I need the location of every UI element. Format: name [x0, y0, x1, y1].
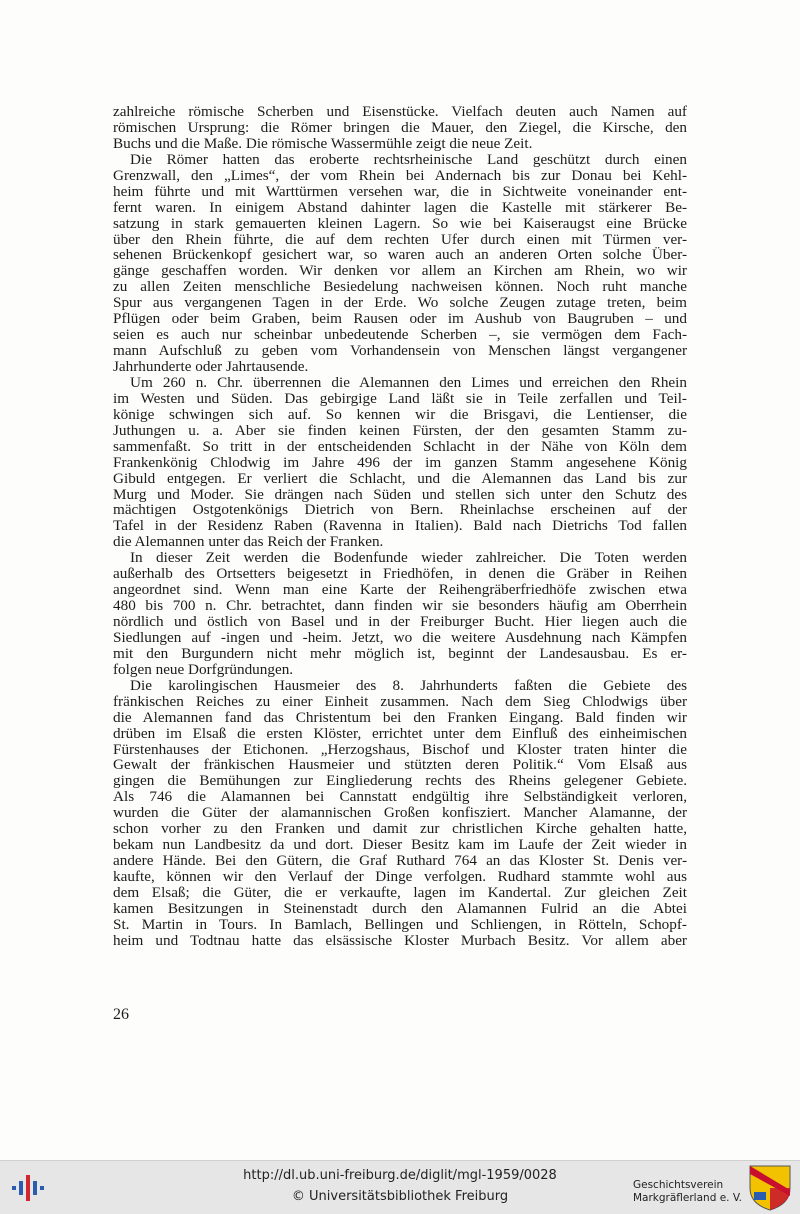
text-line: drüben im Elsaß die ersten Klöster, errichtet unter dem Einfluß des einheimischen — [113, 724, 687, 742]
text-line: die Alemannen unter das Reich der Franken. — [113, 533, 384, 551]
text-line: heim und Todtnau hatte das elsässische Kloster Murbach Besitz. Vor allem aber — [113, 931, 687, 949]
text-line: mächtigen Ostgotenkönigs Dietrich von Bern. Rheinlachse erscheinen auf der — [113, 501, 687, 519]
text-line: schon vorher zu den Franken und damit zur christlichen Kirche gehalten hatte, — [113, 820, 687, 838]
text-line: satzung in stark gemauerten kleinen Lagern. So wie bei Kaiseraugst eine Brücke — [113, 214, 687, 232]
text-line: Jahrhunderte oder Jahrtausende. — [113, 358, 309, 375]
text-line: Buchs und die Maße. Die römische Wassermühle zeigt die neue Zeit. — [113, 134, 533, 152]
text-line: 480 bis 700 n. Chr. betrachtet, dann finden wir sie besonders häufig am Oberrhein — [113, 597, 687, 615]
text-line: St. Martin in Tours. In Bamlach, Bellingen und Schliengen, in Rötteln, Schopf- — [113, 915, 687, 933]
page-number: 26 — [113, 1006, 129, 1023]
text-line: Als 746 die Alamannen bei Cannstatt endgültig ihre Selbständigkeit verloren, — [113, 788, 687, 806]
text-line: Die karolingischen Hausmeier des 8. Jahrhunderts faßten die Gebiete des — [130, 676, 687, 694]
society-line-1: Geschichtsverein — [632, 1179, 724, 1191]
text-line: die Alemannen fand das Christentum bei den Franken Eingang. Bald finden wir — [113, 708, 687, 726]
text-line: römischen Ursprung: die Römer bringen die Mauer, den Ziegel, die Kirsche, den — [113, 118, 687, 136]
text-line: könige schwingen sich auf. So kennen wir die Brisgavi, die Lentienser, die — [113, 405, 687, 423]
text-line: Gewalt der fränkischen Hausmeier und stützten deren Politik.“ Vom Elsaß aus — [113, 756, 687, 774]
text-line: folgen neue Dorfgründungen. — [113, 660, 294, 678]
text-line: Tafel in der Residenz Raben (Ravenna in Italien). Bald nach Dietrichs Tod fallen — [113, 517, 687, 535]
text-line: Um 260 n. Chr. überrennen die Alemannen den Limes und erreichen den Rhein — [130, 373, 687, 391]
body-text — [113, 104, 687, 949]
copyright-notice: © Universitätsbibliothek Freiburg — [291, 1189, 509, 1204]
text-line: sehenen Brückenkopf gesichert war, so waren auch an anderen Orten solche Über- — [113, 246, 687, 264]
text-line: zahlreiche römische Scherben und Eisenstücke. Vielfach deuten auch Namen auf — [113, 103, 687, 120]
text-line: Grenzwall, den „Limes“, der vom Rhein bei Andernach bis zur Donau bei Kehl- — [113, 166, 687, 184]
document-url[interactable]: http://dl.ub.uni-freiburg.de/diglit/mgl-1959/0028 — [243, 1168, 557, 1183]
text-line: seien es auch nur scheinbar unbedeutende Scherben –, sie vermögen dem Fach- — [113, 326, 687, 344]
text-line: nördlich und östlich von Basel und in der Freiburger Bucht. Hier liegen auch die — [113, 613, 687, 630]
text-line: gingen die Bemühungen zur Eingliederung rechts des Rheins gelegener Gebiete. — [113, 772, 687, 790]
society-name — [633, 1179, 742, 1205]
text-line: heim führte und mit Warttürmen versehen war, die in Sichtweite voneinander ent- — [113, 182, 687, 200]
text-line: Fürstenhauses der Etichonen. „Herzogshaus, Bischof und Kloster traten hinter die — [113, 740, 687, 758]
text-line: im Westen und Süden. Das gebirgige Land läßt sie in Teile zerfallen und Teil- — [113, 389, 687, 407]
text-line: fernt waren. In einigem Abstand dahinter lagen die Kastelle mit stärkerer Be- — [113, 198, 687, 216]
viewer-footer — [0, 1160, 800, 1214]
text-line: über den Rhein führte, die auf dem rechten Ufer durch einen mit Türmen ver- — [113, 230, 687, 248]
society-line-2: Markgräflerland e. V. — [632, 1192, 742, 1204]
coat-of-arms-icon — [748, 1164, 792, 1212]
text-line: Die Römer hatten das eroberte rechtsrheinische Land geschützt durch einen — [130, 150, 687, 168]
text-line: außerhalb des Ortsetters beigesetzt in Friedhöfen, in denen die Gräber in Reihen — [113, 565, 687, 583]
text-line: Gibuld entgegen. Er verliert die Schlacht, und die Alemannen das Land bis zur — [113, 469, 687, 487]
text-line: In dieser Zeit werden die Bodenfunde wieder zahlreicher. Die Toten werden — [130, 549, 687, 567]
text-line: kamen Besitzungen in Steinenstadt durch den Alamannen Fulrid an die Abtei — [113, 899, 687, 917]
text-line: zu allen Zeiten menschliche Besiedelung nachweisen können. Noch ruht manche — [113, 278, 687, 296]
text-line: sammenfaßt. So tritt in der entscheidenden Schlacht in der Nähe von Köln dem — [113, 437, 687, 455]
text-line: Murg und Moder. Sie drängen nach Süden und stellen sich unter den Schutz des — [113, 485, 687, 503]
text-line: Siedlungen auf -ingen und -heim. Jetzt, wo die weitere Ausdehnung nach Kämpfen — [113, 628, 687, 646]
text-line: fränkischen Reiches zu einer Einheit zusammen. Nach dem Sieg Chlodwigs über — [113, 692, 687, 710]
text-line: andere Hände. Bei den Gütern, die Graf Ruthard 764 an das Kloster St. Denis ver- — [113, 852, 687, 870]
text-line: Spur aus vergangenen Tagen in der Erde. Wo solche Zeugen zutage treten, beim — [113, 294, 687, 312]
text-line: Frankenkönig Chlodwig im Jahre 496 der im ganzen Stamm angesehene König — [113, 453, 687, 471]
text-line: bekam nun Landbesitz da und dort. Dieser Besitz kam im Laufe der Zeit wieder in — [113, 836, 687, 854]
text-line: angeordnet sind. Wenn man eine Karte der Reihengräberfriedhöfe zwischen etwa — [113, 581, 687, 599]
text-line: Juthungen u. a. Aber sie finden keinen Fürsten, der den gesamten Stamm zu- — [113, 421, 687, 439]
text-line: mit den Burgundern nicht mehr möglich ist, beginnt der Landesausbau. Es er- — [113, 644, 687, 662]
text-line: mann Aufschluß zu geben vom Vorhandensein von Menschen längst vergangener — [113, 342, 687, 360]
text-line: Pflügen oder beim Graben, beim Rausen oder im Aushub von Baugruben – und — [113, 310, 687, 328]
text-line: dem Elsaß; die Güter, die er verkaufte, lagen im Kandertal. Zur gleichen Zeit — [113, 883, 687, 901]
text-line: kaufte, können wir den Verlauf der Dinge verfolgen. Rudhard stammte wohl aus — [113, 868, 687, 885]
text-line: gänge geschaffen worden. Wir denken vor allem an Kirchen am Rhein, wo wir — [113, 262, 687, 280]
text-line: wurden die Güter der alamannischen Großen konfisziert. Mancher Alamanne, der — [113, 804, 687, 822]
